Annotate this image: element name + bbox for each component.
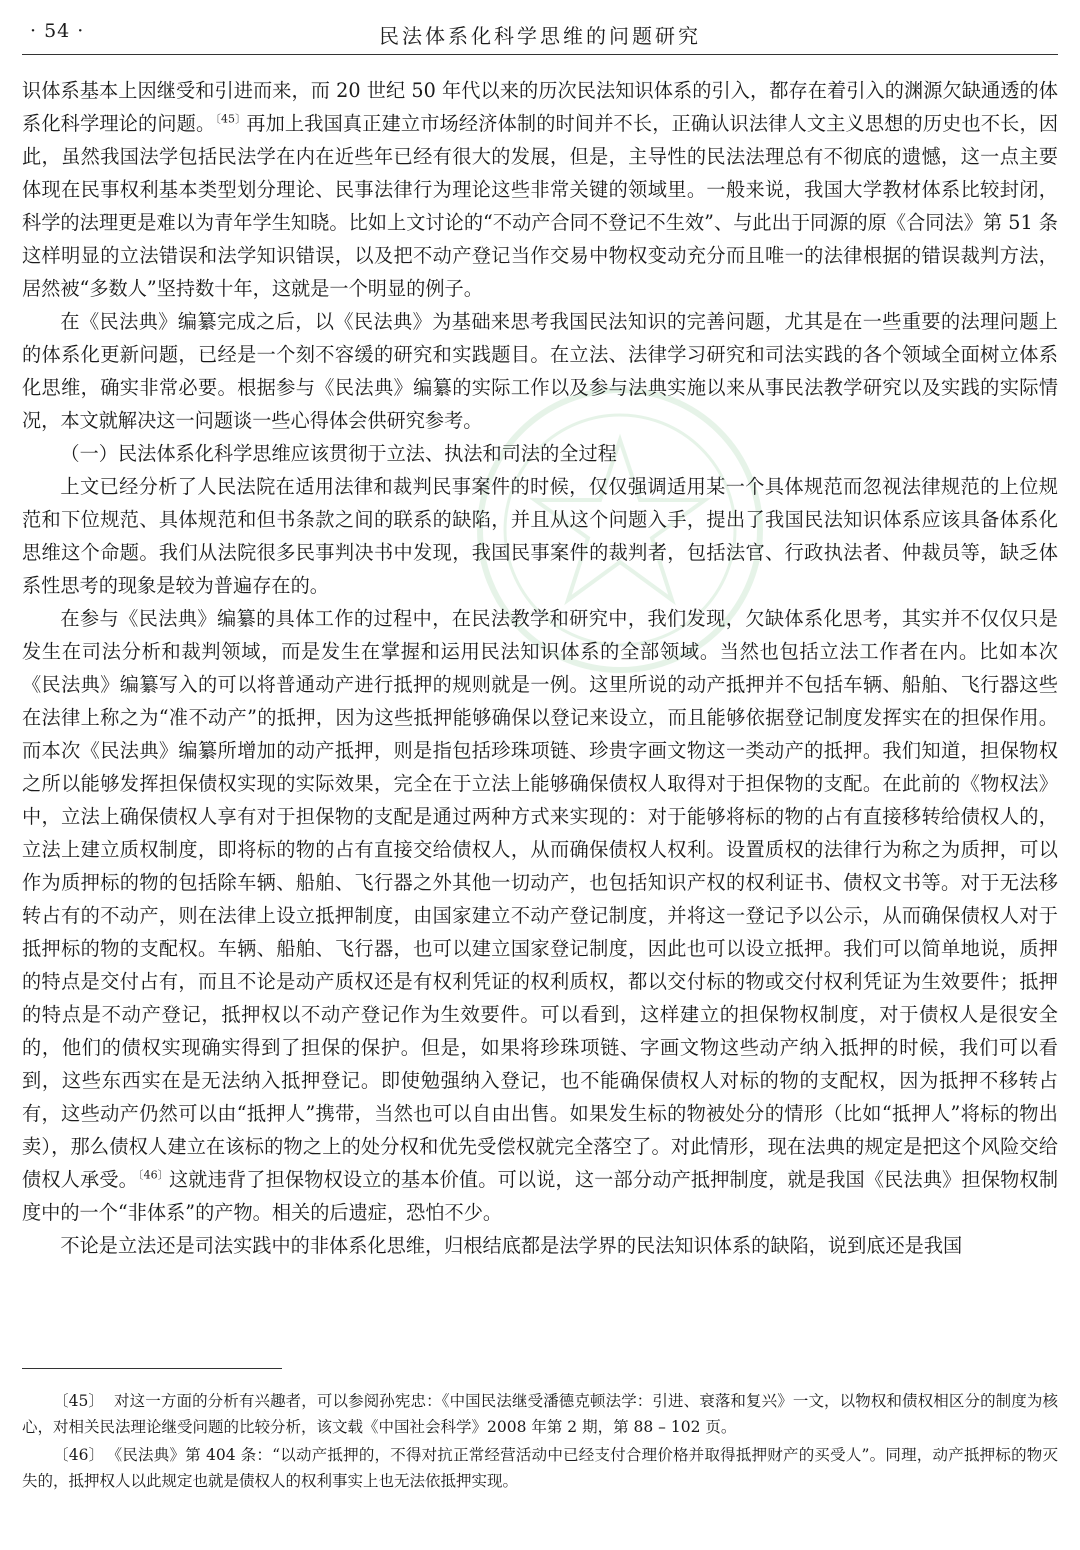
footnote-45 xyxy=(22,1388,1058,1440)
paragraph-4-text-a: 在参与《民法典》编纂的具体工作的过程中，在民法教学和研究中，我们发现，欠缺体系化思考，其实并不仅仅只是发生在司法分析和裁判领域，而是发生在掌握和运用民法知识体系的全部领域。当然也包括立法工作者在内。比如本次《民法典》编纂写入的可以将普通动产进行抵押的规则就是一例。这里所说的动产抵押并不包括车辆、船舶、飞行器这些在法律上称之为“准不动产”的抵押，因为这些抵押能够确保以登记来设立，而且能够依据登记制度发挥实在的担保作用。而本次《民法典》编纂所增加的动产抵押，则是指包括珍珠项链、珍贵字画文物这一类动产的抵押。我们知道，担保物权之所以能够发挥担保债权实现的实际效果，完全在于立法上能够确保债权人取得对于担保物的支配。在此前的《物权法》中，立法上确保债权人享有对于担保物的支配是通过两种方式来实现的：对于能够将标的物的占有直接移转给债权人的，立法上建立质权制度，即将标的物的占有直接交给债权人，从而确保债权人权利。设置质权的法律行为称之为质押，可以作为质押标的物的包括除车辆、船舶、飞行器之外其他一切动产，也包括知识产权的权利证书、债权文书等。对于无法移转占有的不动产，则在法律上设立抵押制度，由国家建立不动产登记制度，并将这一登记予以公示，从而确保债权人对于抵押标的物的支配权。车辆、船舶、飞行器，也可以建立国家登记制度，因此也可以设立抵押。我们可以简单地说，质押的特点是交付占有，而且不论是动产质权还是有权利凭证的权利质权，都以交付标的物或交付权利凭证为生效要件；抵押的特点是不动产登记，抵押权以不动产登记作为生效要件。可以看到，这样建立的担保物权制度，对于债权人是很安全的，他们的债权实现确实得到了担保的保护。但是，如果将珍珠项链、字画文物这些动产纳入抵押的时候，我们可以看到，这些东西实在是无法纳入抵押登记。即使勉强纳入登记，也不能确保债权人对标的物的支配权，因为抵押不移转占有，这些动产仍然可以由“抵押人”携带，当然也可以自由出售。如果发生标的物被处分的情形（比如“抵押人”将标的物出卖），那么债权人建立在该标的物之上的处分权和优先受偿权就完全落空了。对此情形，现在法典的规定是把这个风险交给债权人承受。 xyxy=(22,607,1058,1191)
page-number: · 54 · xyxy=(30,20,85,42)
paragraph-1 xyxy=(22,74,1058,305)
page-header xyxy=(22,14,1058,55)
paragraph-2: 在《民法典》编纂完成之后，以《民法典》为基础来思考我国民法知识的完善问题，尤其是在一些重要的法理问题上的体系化更新问题，已经是一个刻不容缓的研究和实践题目。在立法、法律学习研究和司法实践的各个领域全面树立体系化思维，确实非常必要。根据参与《民法典》编纂的实际工作以及参与法典实施以来从事民法教学研究以及实践的实际情况，本文就解决这一问题谈一些心得体会供研究参考。 xyxy=(22,310,1058,432)
paragraph-3: 上文已经分析了人民法院在适用法律和裁判民事案件的时候，仅仅强调适用某一个具体规范而忽视法律规范的上位规范和下位规范、具体规范和但书条款之间的联系的缺陷，并且从这个问题入手，提出了我国民法知识体系应该具备体系化思维这个命题。我们从法院很多民事判决书中发现，我国民事案件的裁判者，包括法官、行政执法者、仲裁员等，缺乏体系性思考的现象是较为普遍存在的。 xyxy=(22,475,1058,597)
footnote-ref-46[interactable]: 〔46〕 xyxy=(138,1168,169,1182)
running-title: 民法体系化科学思维的问题研究 xyxy=(379,24,701,48)
paragraph-4 xyxy=(22,602,1058,1229)
footnote-text-45: 对这一方面的分析有兴趣者，可以参阅孙宪忠：《中国民法继受潘德克顿法学：引进、衰落和复兴》一文，以物权和债权相区分的制度为核心，对相关民法理论继受问题的比较分析，该文载《中国社会科学》2008 年第 2 期，第 88 – 102 页。 xyxy=(22,1392,1058,1436)
section-heading: （一）民法体系化科学思维应该贯彻于立法、执法和司法的全过程 xyxy=(60,442,617,465)
footnote-ref-45[interactable]: 〔45〕 xyxy=(215,112,247,126)
footnote-text-46: 《民法典》第 404 条：“以动产抵押的，不得对抗正常经营活动中已经支付合理价格并取得抵押财产的买受人”。同理，动产抵押标的物灭失的，抵押权人以此规定也就是债权人的权利事实上也无法依抵押实现。 xyxy=(22,1446,1058,1490)
article-body xyxy=(22,74,1058,1262)
paragraph-4-text-b: 这就违背了担保物权设立的基本价值。可以说，这一部分动产抵押制度，就是我国《民法典》担保物权制度中的一个“非体系”的产物。相关的后遗症，恐怕不少。 xyxy=(22,1168,1059,1224)
footnote-mark-46: 〔46〕 xyxy=(53,1446,105,1464)
paragraph-5: 不论是立法还是司法实践中的非体系化思维，归根结底都是法学界的民法知识体系的缺陷，说到底还是我国 xyxy=(60,1234,963,1257)
paragraph-1-text-a: 识体系基本上因继受和引进而来，而 20 世纪 50 年代以来的历次民法知识体系的引入，都存在着引入的渊源欠缺通透的体系化科学理论的问题。 xyxy=(22,79,1058,135)
footnotes xyxy=(22,1388,1058,1496)
paragraph-1-text-b: 再加上我国真正建立市场经济体制的时间并不长，正确认识法律人文主义思想的历史也不长，因此，虽然我国法学包括民法学在内在近些年已经有很大的发展，但是，主导性的民法法理总有不彻底的遗憾，这一点主要体现在民事权利基本类型划分理论、民事法律行为理论这些非常关键的领域里。一般来说，我国大学教材体系比较封闭，科学的法理更是难以为青年学生知晓。比如上文讨论的“不动产合同不登记不生效”、与此出于同源的原《合同法》第 51 条这样明显的立法错误和法学知识错误，以及把不动产登记当作交易中物权变动充分而且唯一的法律根据的错误裁判方法，居然被“多数人”坚持数十年，这就是一个明显的例子。 xyxy=(22,112,1059,300)
footnote-divider xyxy=(22,1368,282,1369)
footnote-46 xyxy=(22,1442,1058,1494)
footnote-mark-45: 〔45〕 xyxy=(53,1392,105,1410)
